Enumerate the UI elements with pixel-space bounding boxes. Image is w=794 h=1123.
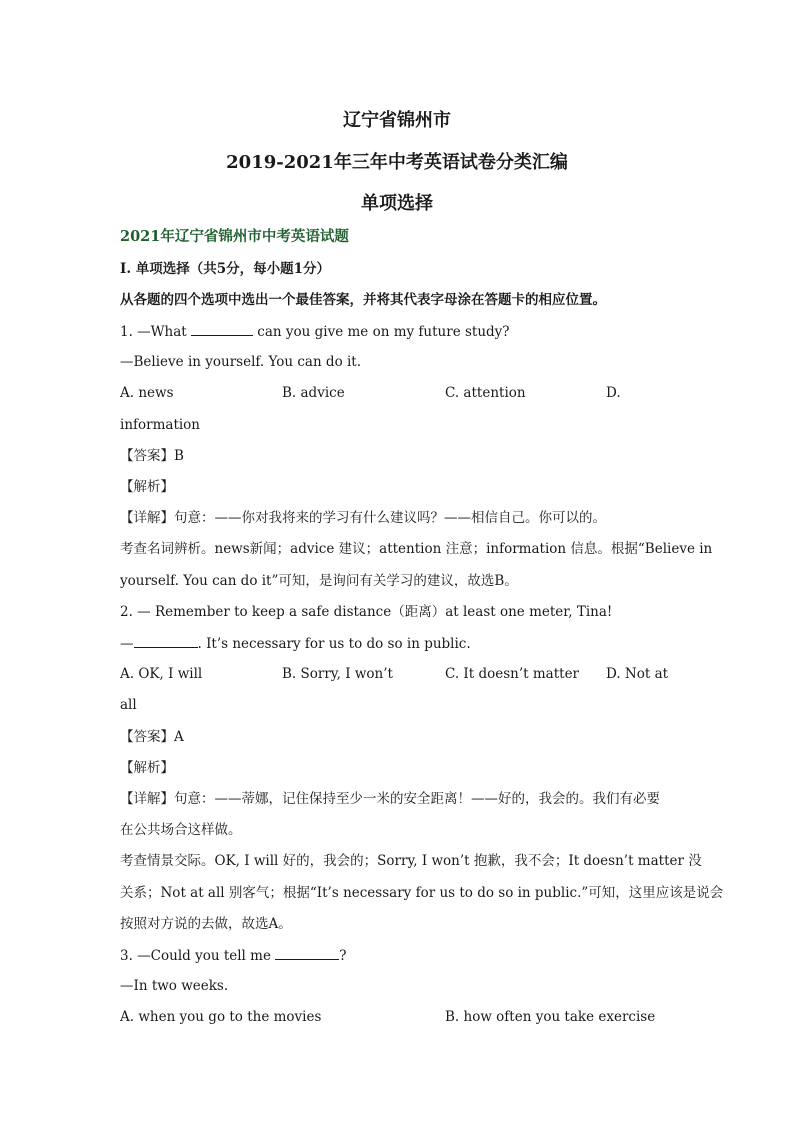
q1-analysis-label: 【解析】 [120,479,174,495]
document-title-years: 2019-2021年三年中考英语试卷分类汇编 [226,152,568,173]
q1-reply: —Believe in yourself. You can do it. [120,354,362,370]
q1-option-a: A. news [120,385,174,401]
q1-blank [191,322,253,336]
instruction-text: 从各题的四个选项中选出一个最佳答案，并将其代表字母涂在答题卡的相应位置。 [120,292,606,308]
q1-option-d: D. [606,385,621,401]
q2-option-d-wrap: all [120,697,137,713]
q2-reply [120,634,471,653]
q1-answer: 【答案】B [120,448,184,464]
section-heading: 2021年辽宁省锦州市中考英语试题 [120,228,349,245]
q3-option-b: B. how often you take exercise [445,1009,656,1025]
q2-option-c: C. It doesn’t matter [445,666,580,682]
q2-blank [134,634,198,648]
q3-option-a: A. when you go to the movies [120,1009,322,1025]
q1-explain-line1: 考查名词辨析。news新闻；advice 建议；attention 注意；information 信息。根据“Believe in [120,541,713,557]
q1-option-c: C. attention [445,385,526,401]
document-title-topic: 单项选择 [361,193,433,214]
q3-stem-end: ? [339,948,347,964]
q2-reply-end: . It’s necessary for us to do so in public. [197,636,471,652]
q2-option-a: A. OK, I will [120,666,203,682]
q2-answer: 【答案】A [120,729,184,745]
q1-stem-end: can you give me on my future study? [253,324,510,340]
q2-explain-line2: 关系；Not at all 别客气；根据“It’s necessary for us to do so in public.”可知，这里应该是说会 [120,885,724,901]
q3-stem-start: 3. —Could you tell me [120,948,276,964]
q2-detail-line2: 在公共场合这样做。 [120,822,242,838]
q2-explain-line3: 按照对方说的去做，故选A。 [120,916,292,932]
q2-option-d: D. Not at [606,666,669,682]
q3-reply: —In two weeks. [120,978,229,994]
q1-option-b: B. advice [282,385,345,401]
q2-detail-line1: 【详解】句意：——蒂娜，记住保持至少一米的安全距离！——好的，我会的。我们有必要 [120,791,660,807]
q1-explain-line2: yourself. You can do it”可知，是询问有关学习的建议，故选B。 [120,573,518,589]
q1-stem [120,322,510,341]
q2-explain-line1: 考查情景交际。OK, I will 好的，我会的；Sorry, I won’t 抱歉，我不会；It doesn’t matter 没 [120,853,702,869]
q2-option-b: B. Sorry, I won’t [282,666,393,682]
q1-detail: 【详解】句意：——你对我将来的学习有什么建议吗？——相信自己。你可以的。 [120,510,606,526]
q1-stem-start: 1. —What [120,324,192,340]
document-title-region: 辽宁省锦州市 [343,110,451,131]
q2-reply-start: — [120,636,134,652]
q1-option-d-wrap: information [120,417,201,433]
q2-analysis-label: 【解析】 [120,760,174,776]
q3-blank [275,946,339,960]
part-heading: I. 单项选择（共5分，每小题1分） [120,261,331,277]
q2-stem: 2. — Remember to keep a safe distance（距离）at least one meter, Tina! [120,604,613,620]
q3-stem [120,946,347,965]
